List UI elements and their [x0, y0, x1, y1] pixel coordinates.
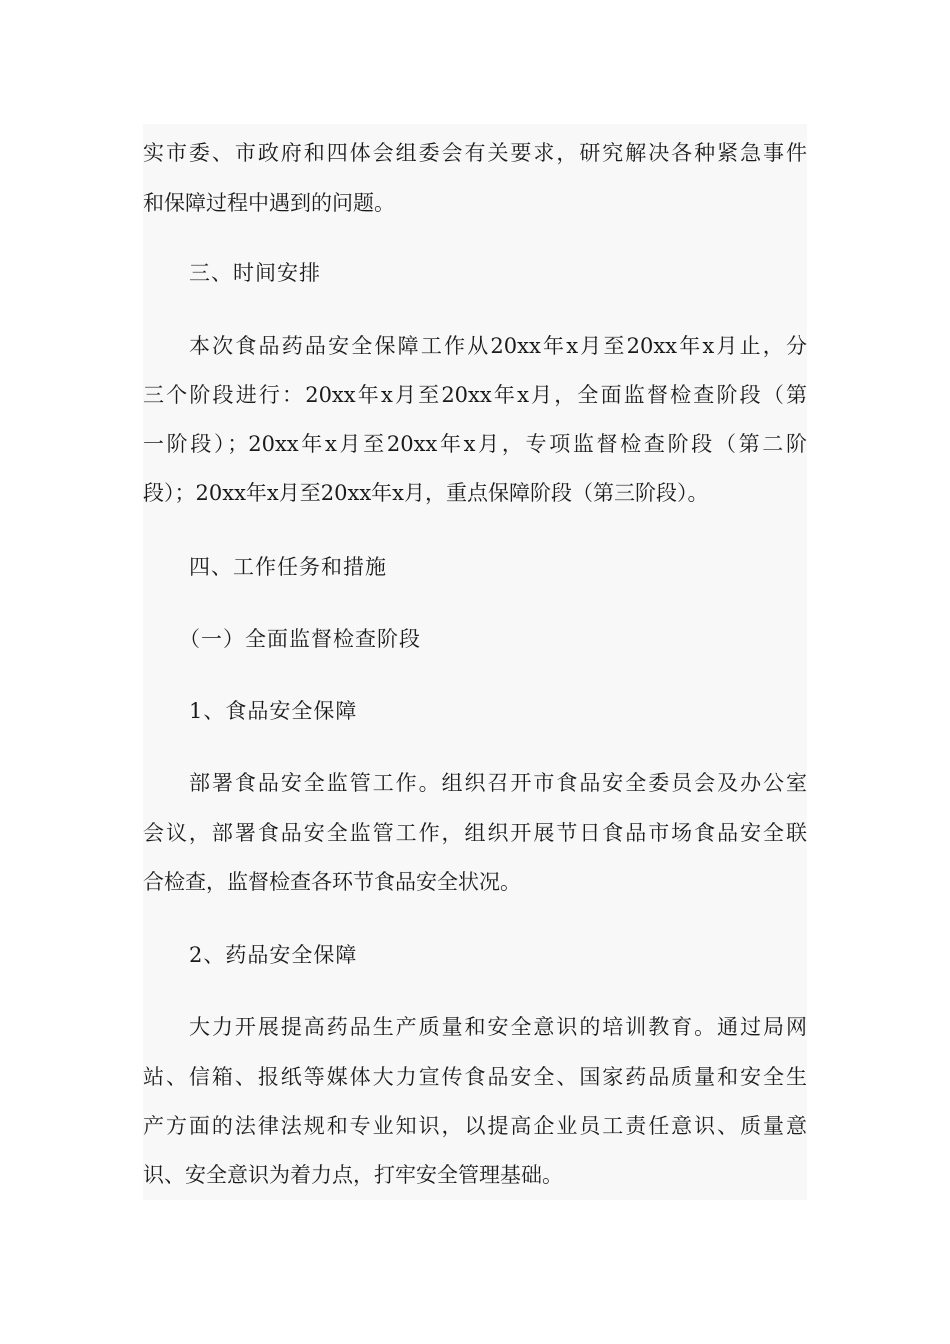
paragraph-line: 三个阶段进行：20xx年x月至20xx年x月，全面监督检查阶段（第	[143, 383, 807, 407]
paragraph-line: 大力开展提高药品生产质量和安全意识的培训教育。通过局网	[189, 1015, 807, 1039]
paragraph-line: 实市委、市政府和四体会组委会有关要求，研究解决各种紧急事件	[143, 141, 807, 165]
paragraph-line: 识、安全意识为着力点，打牢安全管理基础。	[143, 1163, 563, 1187]
paragraph-line: 站、信箱、报纸等媒体大力宣传食品安全、国家药品质量和安全生	[143, 1065, 807, 1089]
paragraph-line: 一阶段）；20xx年x月至20xx年x月，专项监督检查阶段（第二阶	[143, 432, 807, 456]
section-heading-tasks: 四、工作任务和措施	[189, 555, 387, 579]
document-page	[143, 124, 807, 1200]
paragraph-line: 会议，部署食品安全监管工作，组织开展节日食品市场食品安全联	[143, 821, 807, 845]
item-heading-food-safety: 1、食品安全保障	[189, 699, 358, 723]
section-heading-time: 三、时间安排	[189, 261, 321, 285]
item-heading-drug-safety: 2、药品安全保障	[189, 943, 358, 967]
paragraph-line: 合检查，监督检查各环节食品安全状况。	[143, 870, 521, 894]
paragraph-line: 段）；20xx年x月至20xx年x月，重点保障阶段（第三阶段）。	[143, 481, 709, 505]
subsection-heading-stage1: （一）全面监督检查阶段	[179, 627, 421, 651]
paragraph-line: 本次食品药品安全保障工作从20xx年x月至20xx年x月止，分	[189, 334, 807, 358]
paragraph-line: 和保障过程中遇到的问题。	[143, 191, 395, 215]
paragraph-line: 部署食品安全监管工作。组织召开市食品安全委员会及办公室	[189, 771, 807, 795]
paragraph-line: 产方面的法律法规和专业知识，以提高企业员工责任意识、质量意	[143, 1114, 807, 1138]
